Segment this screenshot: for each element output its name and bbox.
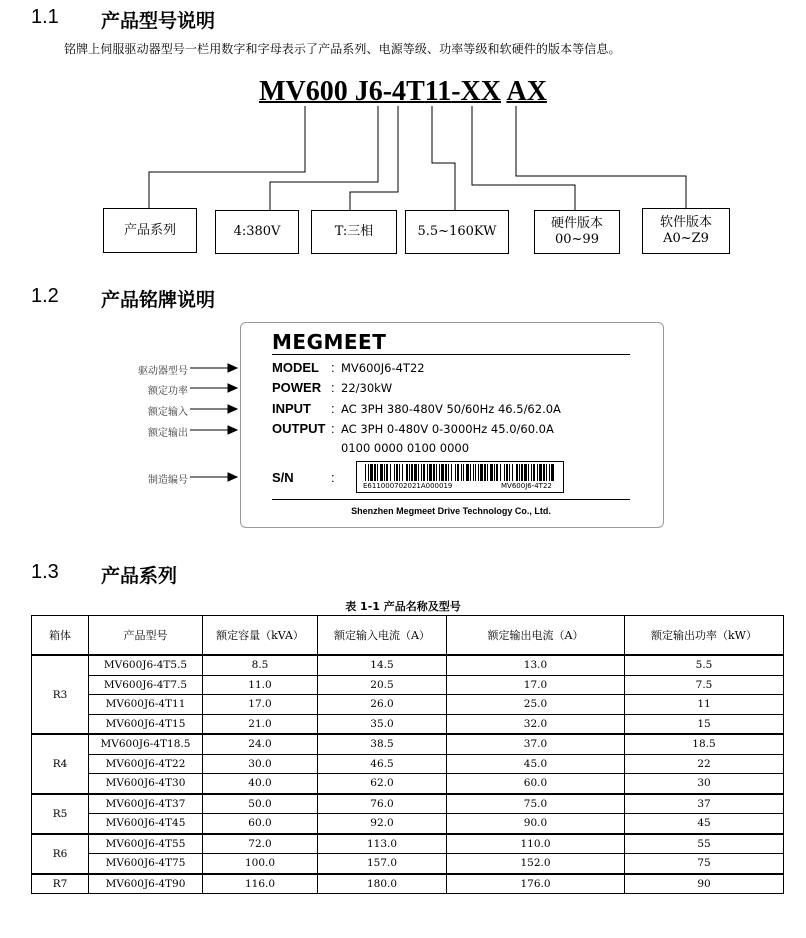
model-code-series: MV600 J6-4 xyxy=(259,76,407,107)
barcode-bar xyxy=(466,464,469,481)
table-cell: 62.0 xyxy=(318,774,447,794)
table-header-cell: 额定输入电流（A） xyxy=(318,616,447,656)
table-cell-frame: R4 xyxy=(32,734,89,794)
table-cell: 7.5 xyxy=(625,675,784,695)
barcode-bar xyxy=(531,464,532,481)
table-cell: 90.0 xyxy=(447,814,625,834)
table-cell: 92.0 xyxy=(318,814,447,834)
arrow-right-icon xyxy=(228,364,237,372)
side-label-power xyxy=(108,382,188,397)
barcode-bar xyxy=(478,464,479,481)
diagram-box-label: 4:380V xyxy=(233,224,281,239)
table-cell: 40.0 xyxy=(203,774,318,794)
section-number: 1.3 xyxy=(31,561,59,583)
table-cell: 30.0 xyxy=(203,754,318,774)
barcode-bar xyxy=(433,464,435,481)
barcode-bar xyxy=(414,464,417,481)
table-cell: 50.0 xyxy=(203,794,318,814)
barcode-bar xyxy=(500,464,501,481)
table-cell: 5.5 xyxy=(625,655,784,675)
table-cell: 110.0 xyxy=(447,834,625,854)
barcode-bar xyxy=(551,464,554,481)
table-cell: MV600J6-4T30 xyxy=(89,774,203,794)
table-caption: 表 1-1 产品名称及型号 xyxy=(345,600,461,613)
barcode-text-right: MV600J6-4T22 xyxy=(501,482,552,490)
table-cell: 20.5 xyxy=(318,675,447,695)
model-code-hw: XX xyxy=(460,76,501,107)
table-row xyxy=(32,714,784,734)
barcode-bar xyxy=(487,464,488,481)
table-cell: MV600J6-4T22 xyxy=(89,754,203,774)
section-number: 1.2 xyxy=(31,285,59,307)
barcode-bar xyxy=(473,464,474,481)
barcode-bar xyxy=(546,464,547,481)
barcode-bar xyxy=(512,464,513,481)
nameplate-value-input: AC 3PH 380-480V 50/60Hz 46.5/62.0A xyxy=(341,402,561,416)
model-code-sw: AX xyxy=(506,76,547,107)
barcode-bar xyxy=(537,464,538,481)
table-row xyxy=(32,794,784,814)
barcode-bar xyxy=(461,464,462,481)
barcode-bar xyxy=(384,464,385,481)
table-cell: 75.0 xyxy=(447,794,625,814)
model-code-phase: T xyxy=(406,76,425,107)
nameplate-company: Shenzhen Megmeet Drive Technology Co., Ltd. xyxy=(351,506,551,516)
barcode-bar xyxy=(380,464,383,481)
table-cell: 32.0 xyxy=(447,714,625,734)
table-row xyxy=(32,774,784,794)
colon: : xyxy=(331,380,335,395)
side-label-text: 额定输入 xyxy=(148,407,188,418)
diagram-box-label: 软件版本 xyxy=(659,215,712,230)
table-cell: 152.0 xyxy=(447,854,625,874)
product-table xyxy=(31,615,784,894)
table-header-cell: 箱体 xyxy=(32,616,89,656)
table-cell: 17.0 xyxy=(447,675,625,695)
barcode-icon xyxy=(357,464,563,484)
table-cell: 8.5 xyxy=(203,655,318,675)
barcode-bar xyxy=(427,464,428,481)
table-cell: MV600J6-4T55 xyxy=(89,834,203,854)
table-cell: 60.0 xyxy=(447,774,625,794)
table-row xyxy=(32,874,784,894)
section-title: 产品型号说明 xyxy=(101,10,216,32)
table-cell: 45 xyxy=(625,814,784,834)
side-arrows xyxy=(190,355,240,485)
arrow-right-icon xyxy=(228,384,237,392)
table-cell: 35.0 xyxy=(318,714,447,734)
table-cell: MV600J6-4T11 xyxy=(89,695,203,715)
table-cell: 37 xyxy=(625,794,784,814)
table-cell: 75 xyxy=(625,854,784,874)
table-cell-frame: R3 xyxy=(32,655,89,734)
diagram-box-label: 5.5~160KW xyxy=(417,224,497,239)
table-cell: 90 xyxy=(625,874,784,894)
table-header-cell: 额定输出电流（A） xyxy=(447,616,625,656)
nameplate-key-input: INPUT xyxy=(272,401,311,416)
table-cell-frame: R5 xyxy=(32,794,89,834)
barcode-bar xyxy=(533,464,535,481)
table-cell: 45.0 xyxy=(447,754,625,774)
section-number: 1.1 xyxy=(31,6,59,28)
table-row xyxy=(32,695,784,715)
colon: : xyxy=(331,360,335,375)
diagram-box-voltage xyxy=(215,210,299,254)
barcode-bar xyxy=(368,464,369,481)
arrow-right-icon xyxy=(228,426,237,434)
barcode-bar xyxy=(506,464,508,481)
table-row xyxy=(32,834,784,854)
barcode-bar xyxy=(394,464,395,481)
section-title: 产品系列 xyxy=(101,565,178,587)
table-cell: 60.0 xyxy=(203,814,318,834)
barcode-bar xyxy=(423,464,425,481)
table-header-cell: 额定输出功率（kW） xyxy=(625,616,784,656)
barcode-bar xyxy=(470,464,471,481)
side-label-text: 驱动器型号 xyxy=(138,366,188,377)
table-cell: 11 xyxy=(625,695,784,715)
table-header-cell: 产品型号 xyxy=(89,616,203,656)
table-cell: 55 xyxy=(625,834,784,854)
model-code-connectors xyxy=(0,0,806,300)
barcode-bar xyxy=(549,464,550,481)
barcode-bar xyxy=(519,464,520,481)
barcode-bar xyxy=(374,464,376,481)
table-cell: 30 xyxy=(625,774,784,794)
table-cell: 18.5 xyxy=(625,734,784,754)
colon: : xyxy=(331,401,335,416)
nameplate-divider xyxy=(272,354,630,355)
model-code-power: 11 xyxy=(424,76,452,107)
table-row xyxy=(32,734,784,754)
arrow-right-icon xyxy=(228,405,237,413)
barcode-bar xyxy=(504,464,505,481)
barcode-bar xyxy=(377,464,378,481)
barcode-bar xyxy=(480,464,483,481)
nameplate-serial-line: 0100 0000 0100 0000 xyxy=(341,441,470,455)
nameplate-value-power: 22/30kW xyxy=(341,381,393,395)
barcode-box xyxy=(356,461,564,493)
table-cell: MV600J6-4T15 xyxy=(89,714,203,734)
table-cell: 76.0 xyxy=(318,794,447,814)
nameplate-key-power: POWER xyxy=(272,380,322,395)
diagram-box-series xyxy=(103,208,197,253)
diagram-box-hardware xyxy=(534,210,620,254)
table-cell: MV600J6-4T45 xyxy=(89,814,203,834)
table-cell: 116.0 xyxy=(203,874,318,894)
table-row xyxy=(32,814,784,834)
table-cell: 180.0 xyxy=(318,874,447,894)
table-cell: 13.0 xyxy=(447,655,625,675)
barcode-bar xyxy=(406,464,408,481)
model-code-dash: - xyxy=(451,76,461,107)
barcode-bar xyxy=(399,464,400,481)
intro-paragraph: 铭牌上伺服驱动器型号一栏用数字和字母表示了产品系列、电源等级、功率等级和软硬件的版本等信息。 xyxy=(64,42,621,56)
nameplate-divider-bottom xyxy=(272,499,630,500)
diagram-box-label: 产品系列 xyxy=(123,222,176,238)
table-cell-frame: R6 xyxy=(32,834,89,874)
table-cell: MV600J6-4T18.5 xyxy=(89,734,203,754)
diagram-box-range: 00~99 xyxy=(555,232,599,247)
barcode-bar xyxy=(439,464,440,481)
nameplate-value-model: MV600J6-4T22 xyxy=(341,361,425,375)
colon: : xyxy=(331,470,335,485)
barcode-bar xyxy=(539,464,542,481)
diagram-box-phase xyxy=(311,210,397,254)
section-title: 产品铭牌说明 xyxy=(101,289,216,311)
side-label-model xyxy=(108,362,188,377)
barcode-bar xyxy=(445,464,447,481)
table-cell: 72.0 xyxy=(203,834,318,854)
table-cell: 14.5 xyxy=(318,655,447,675)
barcode-bar xyxy=(421,464,422,481)
nameplate-value-output: AC 3PH 0-480V 0-3000Hz 45.0/60.0A xyxy=(341,422,554,436)
barcode-bar xyxy=(494,464,495,481)
side-label-input xyxy=(108,403,188,418)
nameplate-brand-logo: MEGMEET xyxy=(272,330,387,354)
diagram-box-label: T:三相 xyxy=(334,224,374,239)
table-row xyxy=(32,854,784,874)
nameplate-key-model: MODEL xyxy=(272,360,319,375)
table-row xyxy=(32,655,784,675)
nameplate-key-sn: S/N xyxy=(272,470,294,485)
barcode-bar xyxy=(402,464,403,481)
table-cell: MV600J6-4T5.5 xyxy=(89,655,203,675)
nameplate-key-output: OUTPUT xyxy=(272,421,326,436)
barcode-bar xyxy=(543,464,545,481)
diagram-box-range: A0~Z9 xyxy=(663,231,709,246)
table-cell: 25.0 xyxy=(447,695,625,715)
diagram-box-label: 硬件版本 xyxy=(550,216,603,231)
side-label-output xyxy=(108,424,188,439)
table-cell: MV600J6-4T90 xyxy=(89,874,203,894)
table-cell: 11.0 xyxy=(203,675,318,695)
barcode-bar xyxy=(455,464,456,481)
table-cell: 46.5 xyxy=(318,754,447,774)
table-cell: 113.0 xyxy=(318,834,447,854)
barcode-bar xyxy=(411,464,413,481)
barcode-bar xyxy=(390,464,391,481)
barcode-bar xyxy=(418,464,419,481)
table-cell: 100.0 xyxy=(203,854,318,874)
barcode-bar xyxy=(409,464,410,481)
table-cell: 176.0 xyxy=(447,874,625,894)
barcode-bar xyxy=(484,464,486,481)
barcode-bar xyxy=(528,464,529,481)
barcode-bar xyxy=(475,464,476,481)
table-cell: 17.0 xyxy=(203,695,318,715)
barcode-bar xyxy=(463,464,464,481)
barcode-bar xyxy=(365,464,366,481)
side-label-text: 额定功率 xyxy=(148,386,188,397)
barcode-bar xyxy=(386,464,388,481)
barcode-bar xyxy=(509,464,510,481)
table-cell: 37.0 xyxy=(447,734,625,754)
side-label-serial xyxy=(108,471,188,486)
barcode-bar xyxy=(524,464,527,481)
side-label-text: 制造编号 xyxy=(148,475,188,486)
table-header-cell: 额定容量（kVA） xyxy=(203,616,318,656)
barcode-bar xyxy=(451,464,452,481)
table-header-row xyxy=(32,616,784,656)
table-cell: 22 xyxy=(625,754,784,774)
barcode-bar xyxy=(396,464,398,481)
diagram-box-software xyxy=(642,208,730,254)
arrow-right-icon xyxy=(228,473,237,481)
table-cell: MV600J6-4T37 xyxy=(89,794,203,814)
barcode-bar xyxy=(448,464,449,481)
table-cell: 24.0 xyxy=(203,734,318,754)
table-cell: 26.0 xyxy=(318,695,447,715)
table-cell: 21.0 xyxy=(203,714,318,734)
barcode-bar xyxy=(436,464,437,481)
barcode-bar xyxy=(521,464,523,481)
barcode-bar xyxy=(490,464,493,481)
table-row xyxy=(32,754,784,774)
barcode-bar xyxy=(496,464,498,481)
table-cell: 38.5 xyxy=(318,734,447,754)
barcode-text-left: E611000702021A000019 xyxy=(363,482,453,490)
barcode-bar xyxy=(370,464,373,481)
colon: : xyxy=(331,421,335,436)
diagram-box-power xyxy=(405,210,509,254)
barcode-bar xyxy=(441,464,444,481)
table-cell: 15 xyxy=(625,714,784,734)
table-cell-frame: R7 xyxy=(32,874,89,894)
barcode-bar xyxy=(516,464,518,481)
barcode-bar xyxy=(429,464,432,481)
table-cell: MV600J6-4T75 xyxy=(89,854,203,874)
table-row xyxy=(32,675,784,695)
table-cell: MV600J6-4T7.5 xyxy=(89,675,203,695)
table-cell: 157.0 xyxy=(318,854,447,874)
barcode-bar xyxy=(457,464,459,481)
side-label-text: 额定输出 xyxy=(148,428,188,439)
